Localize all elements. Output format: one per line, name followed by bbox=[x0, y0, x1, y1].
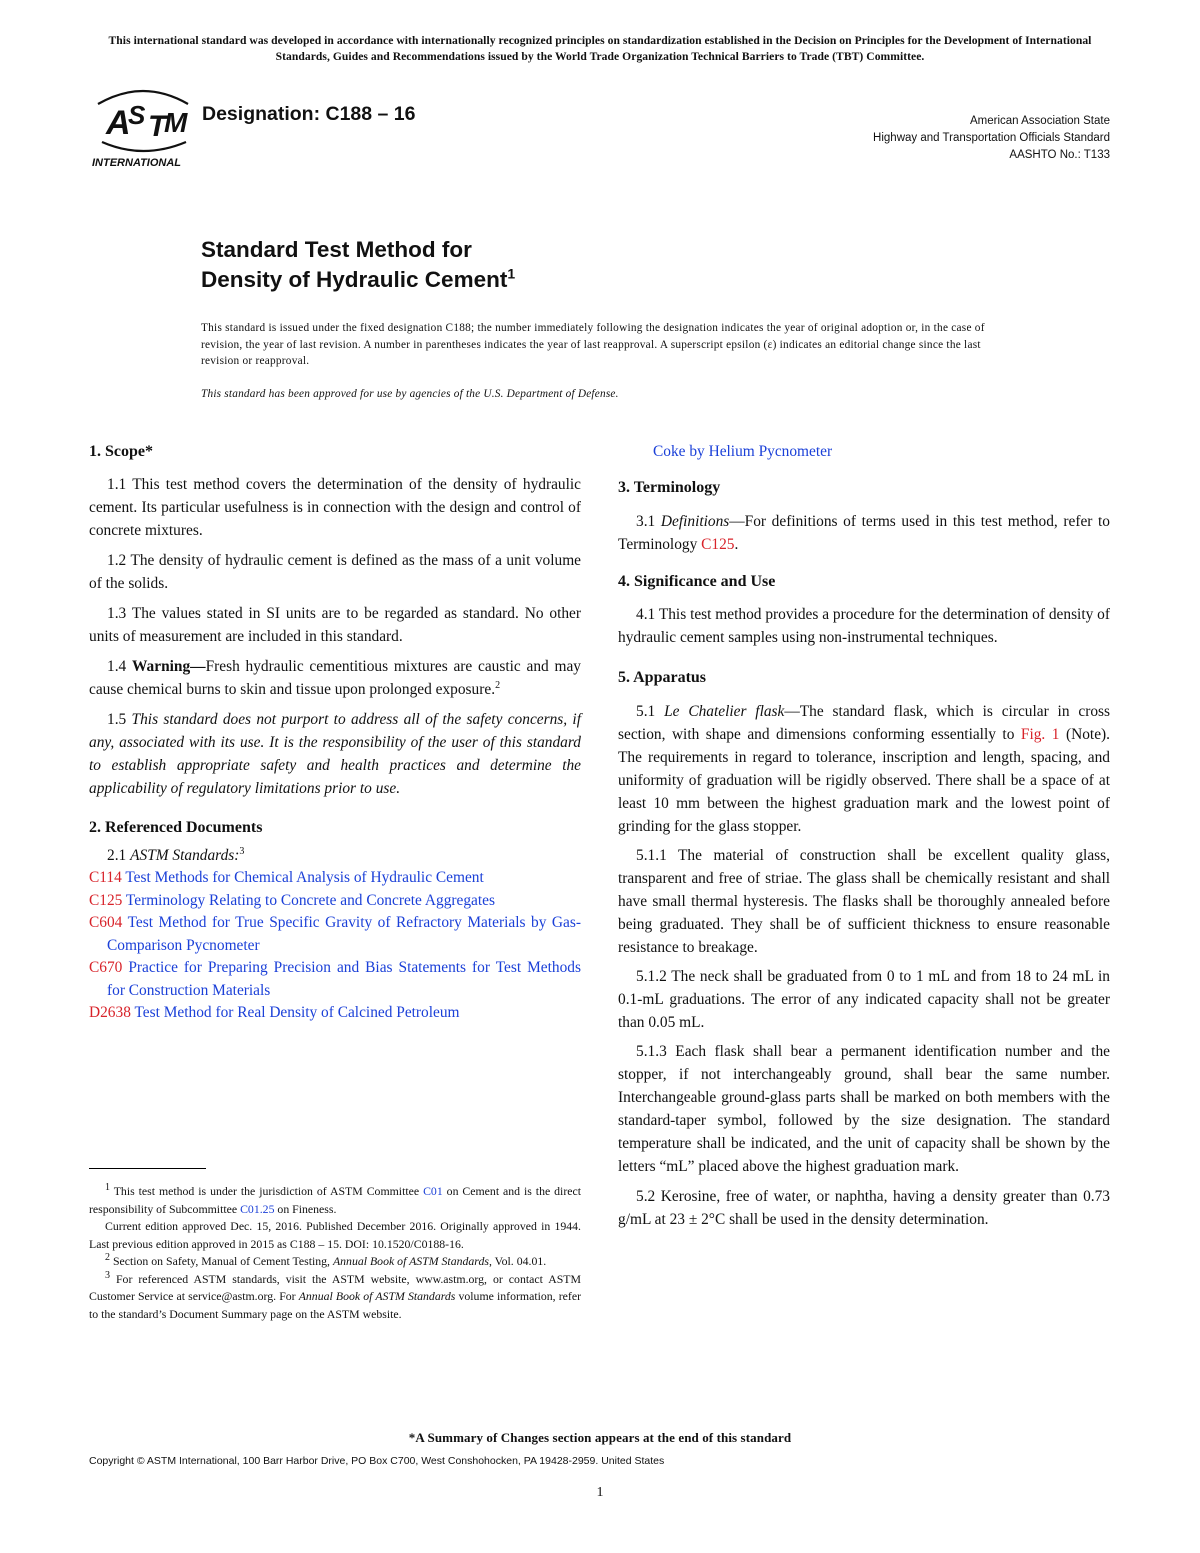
aashto-line-1: American Association State bbox=[970, 115, 1110, 127]
reference-title-link[interactable]: Test Methods for Chemical Analysis of Hydraulic Cement bbox=[121, 869, 484, 886]
reference-title-link[interactable]: Test Method for Real Density of Calcined Petroleum bbox=[130, 1004, 460, 1021]
logo-letter-m: M bbox=[164, 107, 188, 138]
paragraph-1-4 bbox=[89, 655, 581, 701]
footnote-3-book-title: Annual Book of ASTM Standards bbox=[298, 1289, 456, 1303]
paragraph-5-1-1: 5.1.1 The material of construction shall be excellent quality glass, transparent and free of striae. The glass shall be chemically resistant and shall have small thermal hysteresis. The flasks shall be thoroughly annealed before being graduated. They shall be of sufficient thickness to ensure reasonable resistance to breakage. bbox=[618, 847, 1110, 956]
reference-item bbox=[89, 867, 581, 890]
section-heading-scope: 1. Scope* bbox=[89, 443, 153, 460]
footnote-marker-2[interactable]: 2 bbox=[495, 679, 501, 691]
footnote-divider bbox=[89, 1168, 206, 1169]
paragraph-2-1 bbox=[89, 844, 581, 867]
title-footnote-marker[interactable]: 1 bbox=[507, 265, 516, 282]
aashto-line-2: Highway and Transportation Officials Standard bbox=[873, 132, 1110, 144]
footnote-1 bbox=[89, 1183, 581, 1218]
reference-title-link[interactable]: Practice for Preparing Precision and Bias Statements for Test Methods for Construction Materials bbox=[107, 959, 581, 999]
reference-title-link[interactable]: Test Method for True Specific Gravity of Refractory Materials by Gas-Comparison Pycnometer bbox=[107, 914, 581, 954]
subcommittee-c01-25-link[interactable]: C01.25 bbox=[240, 1201, 275, 1216]
reference-code-link[interactable]: C114 bbox=[89, 869, 122, 886]
right-column bbox=[618, 440, 1110, 1231]
paragraph-5-2: 5.2 Kerosine, free of water, or naphtha, having a density greater than 0.73 g/mL at 23 ± 2°C shall be used in the density determination. bbox=[618, 1188, 1110, 1228]
paragraph-5-1-2: 5.1.2 The neck shall be graduated from 0 to 1 mL and from 18 to 24 mL in 0.1-mL graduations. The error of any indicated capacity shall not be greater than 0.05 mL. bbox=[618, 968, 1110, 1031]
reference-continuation bbox=[618, 440, 1110, 463]
safety-statement: This standard does not purport to address all of the safety concerns, if any, associated with its use. It is the responsibility of the user of this standard to establish appropriate safety and health practices and determine the applicability of regulatory limitations prior to use. bbox=[89, 711, 581, 797]
terminology-c125-link[interactable]: C125 bbox=[701, 536, 735, 553]
summary-of-changes-note: *A Summary of Changes section appears at the end of this standard bbox=[408, 1430, 792, 1445]
footnote-1-edition: Current edition approved Dec. 15, 2016. Published December 2016. Originally approved in 1944. Last previous edition approved in 2015 as C188 – 15. DOI: 10.1520/C0188-16. bbox=[89, 1219, 581, 1251]
paragraph-1-3: 1.3 The values stated in SI units are to be regarded as standard. No other units of measurement are included in this standard. bbox=[89, 605, 581, 645]
paragraph-5-1-number: 5.1 bbox=[636, 703, 665, 720]
astm-logo bbox=[88, 84, 198, 170]
section-heading-terminology: 3. Terminology bbox=[618, 479, 721, 496]
section-heading-significance: 4. Significance and Use bbox=[618, 573, 776, 590]
reference-item bbox=[89, 890, 581, 913]
footnote-1-text-a: This test method is under the jurisdiction of ASTM Committee bbox=[110, 1184, 424, 1198]
paragraph-1-2: 1.2 The density of hydraulic cement is defined as the mass of a unit volume of the solids. bbox=[89, 552, 581, 592]
footnote-2-book-title: Annual Book of ASTM Standards bbox=[332, 1254, 489, 1268]
warning-label: Warning— bbox=[132, 658, 206, 675]
footnote-3-text-a: For referenced ASTM standards, visit the ASTM website, www.astm.org, or contact ASTM Customer Service at service@astm.org. For bbox=[89, 1271, 581, 1303]
copyright-notice: Copyright © ASTM International, 100 Barr Harbor Drive, PO Box C700, West Conshohocken, PA 19428-2959. United States bbox=[89, 1455, 665, 1467]
page-number: 1 bbox=[596, 1485, 604, 1500]
paragraph-3-1 bbox=[618, 510, 1110, 556]
aashto-line-3: AASHTO No.: T133 bbox=[1009, 149, 1110, 161]
reference-code-link[interactable]: C604 bbox=[89, 914, 123, 931]
document-title bbox=[201, 235, 515, 295]
paragraph-1-5 bbox=[89, 708, 581, 800]
logo-letter-s: S bbox=[128, 100, 146, 130]
footnotes bbox=[89, 1168, 581, 1323]
astm-standards-label: ASTM Standards: bbox=[130, 847, 240, 864]
aashto-block bbox=[873, 113, 1110, 164]
reference-code-link[interactable]: C125 bbox=[89, 891, 123, 909]
logo-letter-a: A bbox=[106, 104, 131, 142]
reference-title-link[interactable]: Terminology Relating to Concrete and Concrete Aggregates bbox=[122, 891, 495, 909]
footnote-2-marker: 2 bbox=[105, 1252, 110, 1264]
reference-continuation-link[interactable]: Coke by Helium Pycnometer bbox=[653, 443, 833, 460]
reference-item bbox=[89, 1002, 581, 1025]
footnote-3-text-b: volume information, refer to the standard’s Document Summary page on the ASTM website. bbox=[89, 1289, 581, 1321]
paragraph-5-1-text-a: —The standard flask, which is circular in cross section, with shape and dimensions conforming essentially to bbox=[618, 703, 1110, 743]
footnote-1-text-b: on Cement and is the direct responsibility of Subcommittee bbox=[89, 1184, 581, 1216]
paragraph-4-1: 4.1 This test method provides a procedure for the determination of density of hydraulic cement samples using non-instrumental techniques. bbox=[618, 606, 1110, 646]
reference-code-link[interactable]: D2638 bbox=[89, 1004, 131, 1021]
issue-note: This standard is issued under the fixed designation C188; the number immediately following the designation indicates the year of original adoption or, in the case of revision, the year of last revision. A number in parentheses indicates the year of last reapproval. A superscript epsilon (ε) indicates an editorial change since the last revision or reapproval. bbox=[201, 322, 985, 367]
reference-item bbox=[89, 957, 581, 1002]
reference-item bbox=[89, 912, 581, 957]
section-heading-apparatus: 5. Apparatus bbox=[618, 669, 707, 686]
designation: Designation: C188 – 16 bbox=[202, 103, 416, 125]
reference-code-link[interactable]: C670 bbox=[89, 959, 123, 976]
footnote-3-marker: 3 bbox=[105, 1269, 110, 1281]
paragraph-1-4-number: 1.4 bbox=[107, 658, 133, 675]
footnote-2-text-b: , Vol. 04.01. bbox=[488, 1254, 547, 1268]
logo-international-text: INTERNATIONAL bbox=[92, 157, 182, 169]
dod-approval-note: This standard has been approved for use by agencies of the U.S. Department of Defense. bbox=[201, 388, 619, 400]
paragraph-1-1: 1.1 This test method covers the determination of the density of hydraulic cement. Its particular usefulness is in connection with the design and control of concrete mixtures. bbox=[89, 476, 581, 539]
title-line-2-text: Density of Hydraulic Cement bbox=[201, 267, 508, 292]
footnote-1-text-c: on Fineness. bbox=[274, 1201, 337, 1216]
paragraph-3-1-number: 3.1 bbox=[636, 513, 661, 530]
section-heading-referenced-documents: 2. Referenced Documents bbox=[89, 819, 263, 836]
paragraph-2-1-number: 2.1 bbox=[107, 847, 131, 864]
paragraph-3-1-text: —For definitions of terms used in this test method, refer to Terminology bbox=[618, 513, 1110, 553]
paragraph-3-1-end: . bbox=[734, 536, 739, 553]
paragraph-1-4-text: Fresh hydraulic cementitious mixtures are caustic and may cause chemical burns to skin and tissue upon prolonged exposure. bbox=[89, 658, 581, 698]
title-line-1: Standard Test Method for bbox=[201, 237, 472, 262]
le-chatelier-flask-label: Le Chatelier flask bbox=[664, 703, 785, 720]
definitions-label: Definitions bbox=[660, 513, 730, 530]
logo-letter-t: T bbox=[148, 110, 167, 143]
paragraph-5-1 bbox=[618, 700, 1110, 838]
left-column bbox=[89, 440, 581, 1025]
title-line-2 bbox=[201, 265, 515, 295]
footnote-2 bbox=[89, 1253, 581, 1271]
paragraph-5-1-3: 5.1.3 Each flask shall bear a permanent identification number and the stopper, if not interchangeably ground, shall bear the same number. Interchangeable ground-glass parts shall be marked on both members with the standard-taper symbol, followed by the size designation. The standard temperature shall be indicated, and the unit of capacity shall be shown by the letters “mL” placed above the highest graduation mark. bbox=[618, 1043, 1110, 1175]
figure-1-link[interactable]: Fig. 1 bbox=[1020, 726, 1060, 743]
footnote-3 bbox=[89, 1271, 581, 1324]
footnote-1-marker: 1 bbox=[105, 1182, 110, 1194]
footnote-2-text-a: Section on Safety, Manual of Cement Testing, bbox=[110, 1254, 333, 1268]
footnote-marker-3[interactable]: 3 bbox=[239, 845, 245, 857]
committee-c01-link[interactable]: C01 bbox=[423, 1184, 443, 1198]
international-standard-notice: This international standard was developed in accordance with internationally recognized principles on standardization established in the Decision on Principles for the Development of International Standards, Guides and Recommendations issued by the World Trade Organization Technical Barriers to Trade (TBT) Committee. bbox=[108, 34, 1092, 63]
paragraph-1-5-number: 1.5 bbox=[107, 711, 132, 728]
paragraph-5-1-text-b: (Note). The requirements in regard to tolerance, inscription and length, spacing, and uniformity of graduation will be rigidly observed. There shall be a space of at least 10 mm between the highest graduation mark and the lowest point of grinding for the glass stopper. bbox=[618, 726, 1110, 835]
